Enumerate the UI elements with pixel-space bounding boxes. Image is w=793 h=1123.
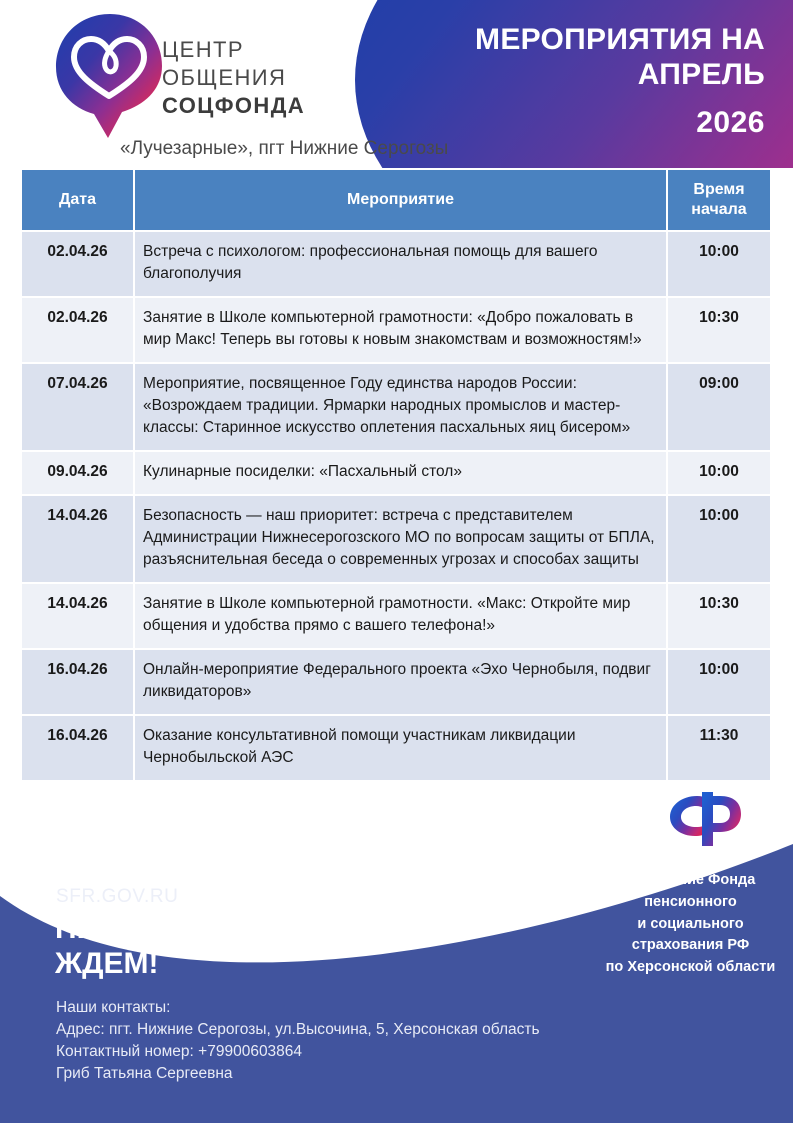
page-year: 2026 [696,106,765,139]
table-row [22,452,770,496]
contact-phone[interactable]: Контактный номер: +79900603864 [56,1043,303,1060]
department-line-3: и социального [637,915,744,932]
table-header-row [22,170,770,232]
cell-event: Онлайн-мероприятие Федерального проекта «Эхо Чернобыля, подвиг ликвидаторов» [135,650,668,716]
branch-tagline: «Лучезарные», пгт Нижние Серогозы [120,138,449,159]
table-row [22,364,770,452]
cell-time: 10:00 [668,452,770,496]
cell-event: Занятие в Школе компьютерной грамотности. «Макс: Откройте мир общения и удобства прямо с вашего телефона!» [135,584,668,650]
cell-event: Безопасность — наш приоритет: встреча с представителем Администрации Нижнесерогозского МО по вопросам защиты от БПЛА, разъяснительная беседа о современных угрозах и способах защиты [135,496,668,584]
page-header [0,0,793,168]
cell-date: 07.04.26 [22,364,135,452]
cell-date: 14.04.26 [22,496,135,584]
cell-event: Встреча с психологом: профессиональная помощь для вашего благополучия [135,232,668,298]
cell-date: 09.04.26 [22,452,135,496]
website-url[interactable]: SFR.GOV.RU [56,886,179,907]
sfr-monogram-logo-icon [664,788,746,850]
brand-line-1: ЦЕНТР [162,37,244,62]
cell-event: Мероприятие, посвященное Году единства народов России: «Возрождаем традиции. Ярмарки народных промыслов и мастер-классы: Старинное искусство оплетения пасхальных яиц бисером» [135,364,668,452]
events-schedule-table [22,170,770,782]
brand-name [162,36,305,120]
cell-time: 10:30 [668,298,770,364]
department-line-1: Отделение Фонда [625,872,756,888]
contacts-label: Наши контакты: [56,999,171,1016]
cell-date: 02.04.26 [22,298,135,364]
cell-time: 10:30 [668,584,770,650]
contact-address: Адрес: пгт. Нижние Серогозы, ул.Высочина, 5, Херсонская область [56,1021,540,1038]
table-row [22,716,770,782]
department-line-5: по Херсонской области [605,959,776,975]
heart-pin-logo-icon [52,12,172,140]
page-title: МЕРОПРИЯТИЯ НА АПРЕЛЬ [475,23,765,92]
cell-event: Кулинарные посиделки: «Пасхальный стол» [135,452,668,496]
cell-event: Занятие в Школе компьютерной грамотности: «Добро пожаловать в мир Макс! Теперь вы готовы к новым знакомствам и возможностям!» [135,298,668,364]
column-header-event: Мероприятие [135,170,668,232]
table-row [22,496,770,584]
table-row [22,584,770,650]
brand-line-3: СОЦФОНДА [162,93,306,119]
contacts-block [56,997,576,1085]
column-header-time: Время начала [668,170,770,232]
cell-date: 16.04.26 [22,716,135,782]
cell-date: 14.04.26 [22,584,135,650]
cell-time: 10:00 [668,496,770,584]
department-line-2: пенсионного [644,893,737,910]
column-header-date: Дата [22,170,135,232]
cell-date: 16.04.26 [22,650,135,716]
brand-line-2: ОБЩЕНИЯ [162,65,287,91]
table-body [22,232,770,782]
cell-time: 09:00 [668,364,770,452]
cell-time: 10:00 [668,650,770,716]
cell-time: 11:30 [668,716,770,782]
footer-headline: ПРИХОДИТЕ, МЫ ВАС ЖДЕМ! [55,912,384,981]
page-footer [0,778,793,1123]
contact-person: Гриб Татьяна Сергеевна [56,1065,233,1082]
table-row [22,298,770,364]
cell-time: 10:00 [668,232,770,298]
cell-date: 02.04.26 [22,232,135,298]
department-name [588,870,793,979]
table-row [22,232,770,298]
department-line-4: страхования РФ [631,937,750,954]
cell-event: Оказание консультативной помощи участникам ликвидации Чернобыльской АЭС [135,716,668,782]
table-row [22,650,770,716]
